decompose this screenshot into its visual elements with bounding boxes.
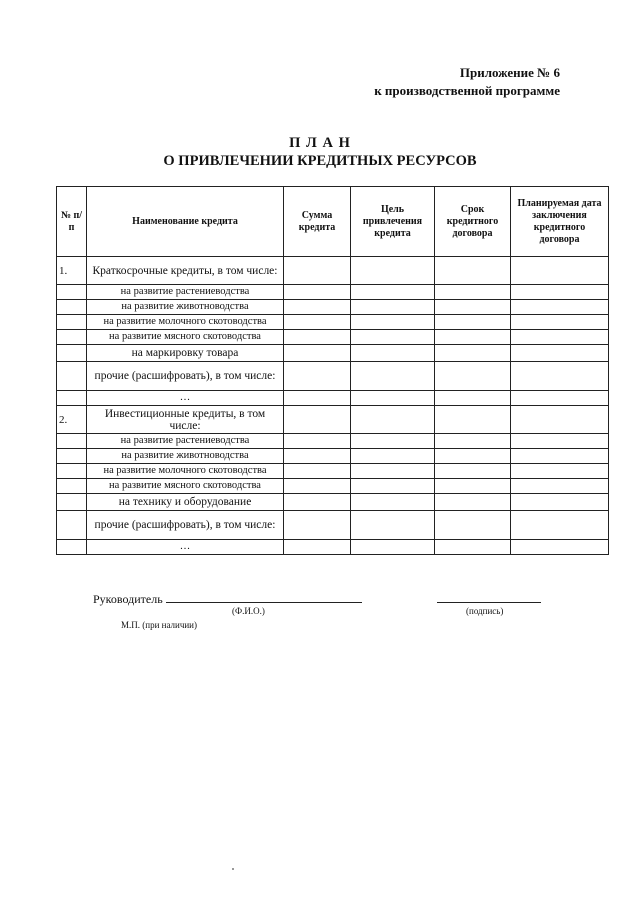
cell-purpose[interactable] — [351, 345, 435, 362]
header-credit-name: Наименование кредита — [87, 187, 284, 257]
stamp-note: М.П. (при наличии) — [121, 620, 197, 630]
cell-term[interactable] — [435, 257, 511, 285]
cell-amount[interactable] — [284, 345, 351, 362]
row-num — [57, 285, 87, 300]
cell-amount[interactable] — [284, 330, 351, 345]
table-row — [57, 479, 609, 494]
cell-amount[interactable] — [284, 494, 351, 511]
row-num — [57, 479, 87, 494]
cell-date[interactable] — [511, 345, 609, 362]
header-num: № п/п — [57, 187, 87, 257]
row-num — [57, 345, 87, 362]
table-row — [57, 494, 609, 511]
table-row — [57, 257, 609, 285]
cell-term[interactable] — [435, 345, 511, 362]
cell-term[interactable] — [435, 434, 511, 449]
cell-term[interactable] — [435, 479, 511, 494]
row-num — [57, 511, 87, 540]
cell-purpose[interactable] — [351, 362, 435, 391]
fio-caption: (Ф.И.О.) — [232, 606, 265, 616]
cell-date[interactable] — [511, 434, 609, 449]
row-credit-name: … — [87, 540, 284, 555]
table-row — [57, 511, 609, 540]
cell-purpose[interactable] — [351, 464, 435, 479]
document-title — [0, 134, 640, 170]
cell-term[interactable] — [435, 464, 511, 479]
header-amount: Сумма кредита — [284, 187, 351, 257]
row-credit-name: на технику и оборудование — [87, 494, 284, 511]
title-plan: П Л А Н — [289, 135, 351, 151]
table-row — [57, 345, 609, 362]
cell-amount[interactable] — [284, 464, 351, 479]
table-row — [57, 315, 609, 330]
row-credit-name: на развитие растениеводства — [87, 285, 284, 300]
credit-plan-table — [56, 186, 609, 555]
table-row — [57, 362, 609, 391]
fio-blank[interactable] — [166, 590, 362, 603]
cell-purpose[interactable] — [351, 511, 435, 540]
cell-amount[interactable] — [284, 434, 351, 449]
title-subject: О ПРИВЛЕЧЕНИИ КРЕДИТНЫХ РЕСУРСОВ — [163, 153, 477, 169]
cell-purpose[interactable] — [351, 540, 435, 555]
cell-date[interactable] — [511, 330, 609, 345]
row-credit-name: на маркировку товара — [87, 345, 284, 362]
table-row — [57, 464, 609, 479]
row-num: 1. — [57, 257, 87, 285]
signature-line-head — [93, 590, 362, 607]
cell-date[interactable] — [511, 511, 609, 540]
table-row — [57, 300, 609, 315]
table-row — [57, 330, 609, 345]
row-num: 2. — [57, 406, 87, 434]
cell-amount[interactable] — [284, 540, 351, 555]
cell-date[interactable] — [511, 406, 609, 434]
cell-term[interactable] — [435, 391, 511, 406]
header-purpose: Цель привлечения кредита — [351, 187, 435, 257]
cell-purpose[interactable] — [351, 494, 435, 511]
cell-purpose[interactable] — [351, 300, 435, 315]
row-credit-name: на развитие молочного скотоводства — [87, 315, 284, 330]
row-credit-name: Краткосрочные кредиты, в том числе: — [87, 257, 284, 285]
cell-purpose[interactable] — [351, 449, 435, 464]
row-credit-name: на развитие молочного скотоводства — [87, 464, 284, 479]
row-num — [57, 391, 87, 406]
cell-purpose[interactable] — [351, 330, 435, 345]
table-row — [57, 449, 609, 464]
table-header-row — [57, 187, 609, 257]
cell-date[interactable] — [511, 449, 609, 464]
row-credit-name: на развитие мясного скотоводства — [87, 330, 284, 345]
cell-date[interactable] — [511, 257, 609, 285]
row-num — [57, 315, 87, 330]
table-row — [57, 391, 609, 406]
cell-purpose[interactable] — [351, 315, 435, 330]
row-credit-name: Инвестиционные кредиты, в том числе: — [87, 406, 284, 434]
row-num — [57, 449, 87, 464]
row-num — [57, 300, 87, 315]
cell-amount[interactable] — [284, 449, 351, 464]
signature-blank-wrap — [437, 590, 541, 607]
cell-purpose[interactable] — [351, 406, 435, 434]
cell-term[interactable] — [435, 540, 511, 555]
row-num — [57, 434, 87, 449]
cell-purpose[interactable] — [351, 257, 435, 285]
cell-date[interactable] — [511, 464, 609, 479]
cell-date[interactable] — [511, 362, 609, 391]
header-planned-date: Планируемая дата заключения кредитного договора — [511, 187, 609, 257]
row-credit-name: на развитие мясного скотоводства — [87, 479, 284, 494]
cell-term[interactable] — [435, 406, 511, 434]
cell-amount[interactable] — [284, 285, 351, 300]
scan-speck — [232, 868, 234, 870]
cell-term[interactable] — [435, 362, 511, 391]
appendix-reference: к производственной программе — [374, 83, 560, 98]
cell-purpose[interactable] — [351, 434, 435, 449]
header-term: Срок кредитного договора — [435, 187, 511, 257]
cell-date[interactable] — [511, 494, 609, 511]
appendix-number: Приложение № 6 — [459, 65, 560, 80]
cell-term[interactable] — [435, 494, 511, 511]
cell-amount[interactable] — [284, 391, 351, 406]
cell-term[interactable] — [435, 449, 511, 464]
row-credit-name: прочие (расшифровать), в том числе: — [87, 511, 284, 540]
cell-date[interactable] — [511, 285, 609, 300]
row-credit-name: на развитие животноводства — [87, 449, 284, 464]
row-num — [57, 540, 87, 555]
cell-amount[interactable] — [284, 300, 351, 315]
row-credit-name: на развитие растениеводства — [87, 434, 284, 449]
cell-purpose[interactable] — [351, 479, 435, 494]
row-credit-name: прочие (расшифровать), в том числе: — [87, 362, 284, 391]
cell-date[interactable] — [511, 540, 609, 555]
cell-amount[interactable] — [284, 315, 351, 330]
table-row — [57, 434, 609, 449]
table-row — [57, 285, 609, 300]
cell-amount[interactable] — [284, 257, 351, 285]
table-row — [57, 406, 609, 434]
cell-amount[interactable] — [284, 479, 351, 494]
cell-term[interactable] — [435, 285, 511, 300]
appendix-header — [374, 64, 560, 100]
cell-term[interactable] — [435, 315, 511, 330]
row-num — [57, 494, 87, 511]
cell-amount[interactable] — [284, 362, 351, 391]
cell-purpose[interactable] — [351, 391, 435, 406]
row-credit-name: … — [87, 391, 284, 406]
cell-amount[interactable] — [284, 406, 351, 434]
cell-date[interactable] — [511, 300, 609, 315]
cell-purpose[interactable] — [351, 285, 435, 300]
cell-date[interactable] — [511, 391, 609, 406]
table-row — [57, 540, 609, 555]
row-num — [57, 362, 87, 391]
cell-amount[interactable] — [284, 511, 351, 540]
row-num — [57, 330, 87, 345]
cell-date[interactable] — [511, 315, 609, 330]
signature-blank[interactable] — [437, 590, 541, 603]
cell-date[interactable] — [511, 479, 609, 494]
cell-term[interactable] — [435, 511, 511, 540]
head-label: Руководитель — [93, 592, 163, 606]
cell-term[interactable] — [435, 300, 511, 315]
signature-caption: (подпись) — [466, 606, 504, 616]
cell-term[interactable] — [435, 330, 511, 345]
row-num — [57, 464, 87, 479]
row-credit-name: на развитие животноводства — [87, 300, 284, 315]
